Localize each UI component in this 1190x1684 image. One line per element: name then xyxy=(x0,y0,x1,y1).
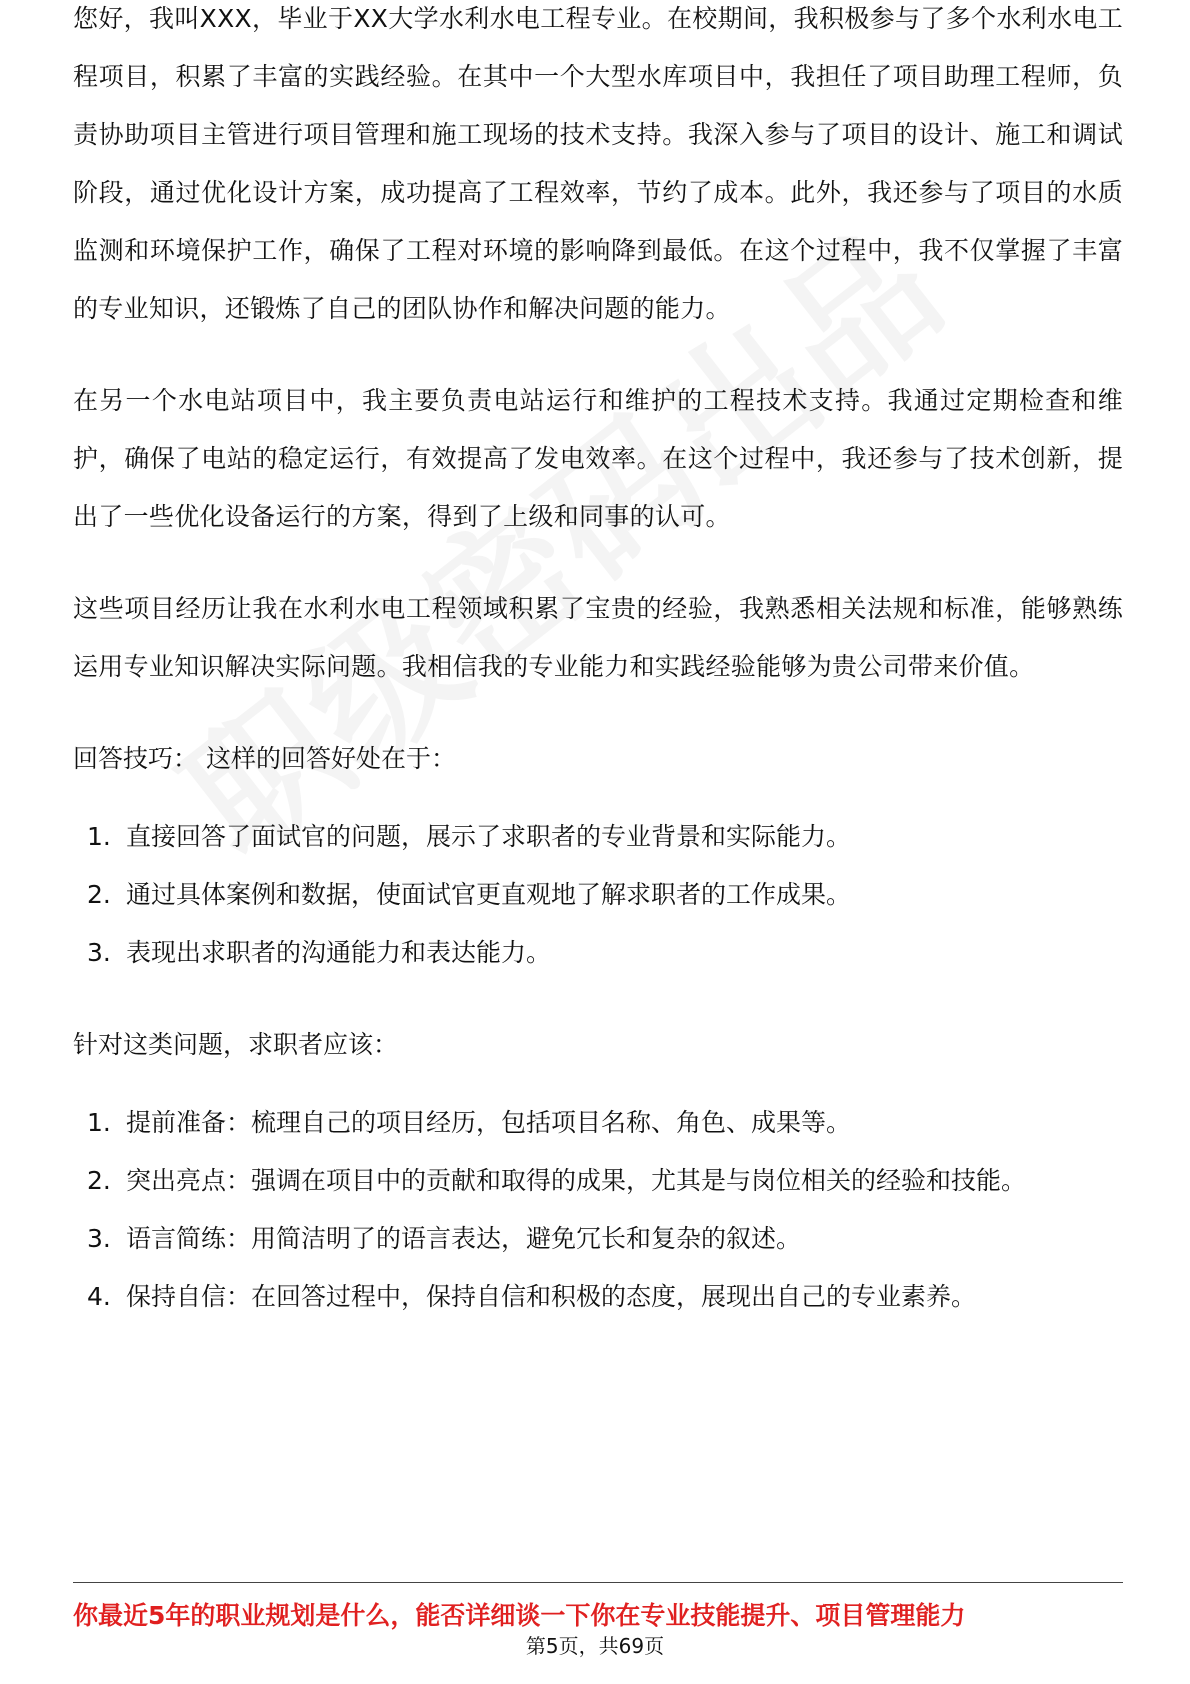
answer-paragraph-2: 在另一个水电站项目中，我主要负责电站运行和维护的工程技术支持。我通过定期检查和维护，确保了电站的稳定运行，有效提高了发电效率。在这个过程中，我还参与了技术创新，提出了一些优化设备运行的方案，得到了上级和同事的认可。 xyxy=(73,386,1123,531)
list-number: 3. xyxy=(87,938,111,967)
tips-label: 回答技巧： 这样的回答好处在于： xyxy=(73,744,456,773)
list-number: 2. xyxy=(87,880,111,909)
list-item xyxy=(73,1152,1123,1210)
list-text: 通过具体案例和数据，使面试官更直观地了解求职者的工作成果。 xyxy=(126,880,852,909)
list-number: 2. xyxy=(87,1166,111,1195)
list-item xyxy=(73,1094,1123,1152)
list-number: 1. xyxy=(87,1108,111,1137)
next-question-heading: 你最近5年的职业规划是什么，能否详细谈一下你在专业技能提升、项目管理能力 xyxy=(73,1601,966,1630)
tips-list xyxy=(73,808,1123,982)
advice-label: 针对这类问题，求职者应该： xyxy=(73,1030,399,1059)
answer-paragraph-3: 这些项目经历让我在水利水电工程领域积累了宝贵的经验，我熟悉相关法规和标准，能够熟练运用专业知识解决实际问题。我相信我的专业能力和实践经验能够为贵公司带来价值。 xyxy=(73,594,1123,681)
list-text: 提前准备：梳理自己的项目经历，包括项目名称、角色、成果等。 xyxy=(126,1108,852,1137)
list-text: 表现出求职者的沟通能力和表达能力。 xyxy=(126,938,552,967)
list-number: 3. xyxy=(87,1224,111,1253)
page-number: 第5页，共69页 xyxy=(525,1634,665,1658)
list-item xyxy=(73,1210,1123,1268)
list-number: 1. xyxy=(87,822,111,851)
page-content xyxy=(73,4,1123,1360)
list-item xyxy=(73,924,1123,982)
list-text: 语言简练：用简洁明了的语言表达，避免冗长和复杂的叙述。 xyxy=(126,1224,802,1253)
advice-list xyxy=(73,1094,1123,1326)
section-divider xyxy=(73,1582,1123,1583)
list-text: 直接回答了面试官的问题，展示了求职者的专业背景和实际能力。 xyxy=(126,822,852,851)
list-text: 突出亮点：强调在项目中的贡献和取得的成果，尤其是与岗位相关的经验和技能。 xyxy=(126,1166,1027,1195)
list-text: 保持自信：在回答过程中，保持自信和积极的态度，展现出自己的专业素养。 xyxy=(126,1282,977,1311)
list-item xyxy=(73,808,1123,866)
list-item xyxy=(73,1268,1123,1326)
answer-paragraph-1: 您好，我叫XXX，毕业于XX大学水利水电工程专业。在校期间，我积极参与了多个水利水电工程项目，积累了丰富的实践经验。在其中一个大型水库项目中，我担任了项目助理工程师，负责协助项目主管进行项目管理和施工现场的技术支持。我深入参与了项目的设计、施工和调试阶段，通过优化设计方案，成功提高了工程效率，节约了成本。此外，我还参与了项目的水质监测和环境保护工作，确保了工程对环境的影响降到最低。在这个过程中，我不仅掌握了丰富的专业知识，还锻炼了自己的团队协作和解决问题的能力。 xyxy=(73,4,1123,323)
list-number: 4. xyxy=(87,1282,111,1311)
list-item xyxy=(73,866,1123,924)
